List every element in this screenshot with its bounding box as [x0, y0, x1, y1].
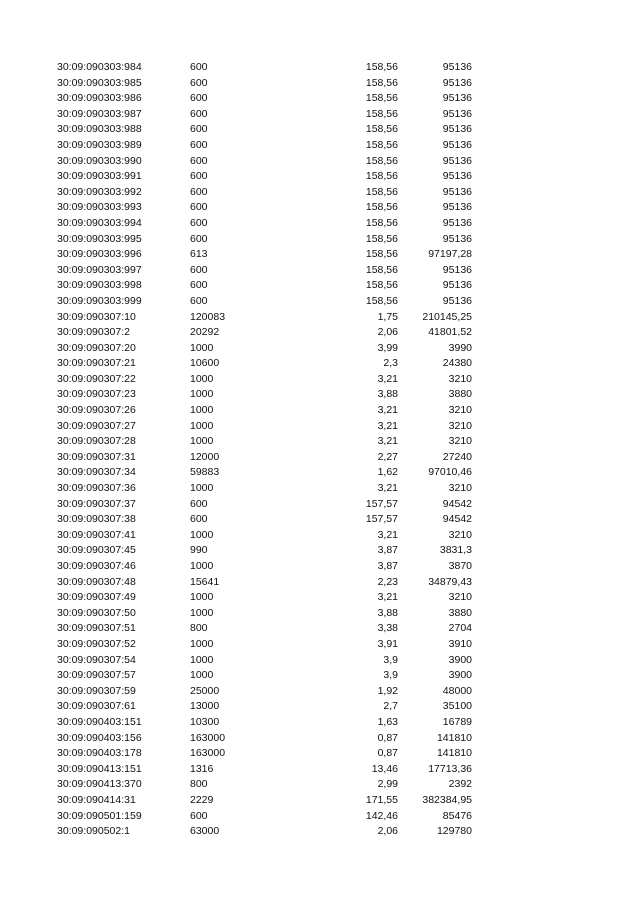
total-value-cell: 48000	[442, 684, 472, 697]
total-value-cell: 95136	[442, 294, 472, 307]
table-row	[0, 154, 640, 170]
total-value-cell: 97197,28	[428, 248, 472, 261]
table-row	[0, 575, 640, 591]
table-row	[0, 216, 640, 232]
total-value-cell: 3880	[448, 606, 472, 619]
area-cell: 1000	[190, 606, 214, 619]
table-row	[0, 637, 640, 653]
unit-price-cell: 158,56	[365, 279, 398, 292]
unit-price-cell: 158,56	[365, 61, 398, 73]
table-row	[0, 465, 640, 481]
total-value-cell: 141810	[436, 747, 472, 760]
table-row	[0, 107, 640, 123]
area-cell: 1000	[190, 435, 214, 448]
unit-price-cell: 3,21	[377, 404, 398, 417]
cadastral-number-cell: 30:09:090303:989	[57, 138, 142, 151]
total-value-cell: 95136	[442, 201, 472, 214]
total-value-cell: 210145,25	[422, 310, 472, 323]
cadastral-number-cell: 30:09:090307:51	[57, 622, 136, 635]
area-cell: 1000	[190, 419, 214, 432]
area-cell: 600	[190, 294, 208, 307]
area-cell: 63000	[190, 825, 220, 838]
table-row	[0, 824, 640, 840]
cadastral-number-cell: 30:09:090307:54	[57, 653, 136, 666]
cadastral-number-cell: 30:09:090307:23	[57, 388, 136, 401]
total-value-cell: 95136	[442, 76, 472, 89]
total-value-cell: 17713,36	[428, 762, 472, 775]
total-value-cell: 95136	[442, 216, 472, 229]
cadastral-number-cell: 30:09:090303:985	[57, 76, 142, 89]
total-value-cell: 141810	[436, 731, 472, 744]
total-value-cell: 2392	[448, 778, 472, 791]
area-cell: 600	[190, 123, 208, 136]
table-row	[0, 809, 640, 825]
total-value-cell: 94542	[442, 497, 472, 510]
area-cell: 1000	[190, 653, 214, 666]
table-row	[0, 185, 640, 201]
cadastral-number-cell: 30:09:090307:22	[57, 372, 136, 385]
total-value-cell: 95136	[442, 279, 472, 292]
cadastral-number-cell: 30:09:090307:26	[57, 404, 136, 417]
unit-price-cell: 142,46	[365, 809, 398, 822]
table-row	[0, 653, 640, 669]
cadastral-number-cell: 30:09:090413:151	[57, 762, 142, 775]
unit-price-cell: 3,21	[377, 372, 398, 385]
unit-price-cell: 3,38	[377, 622, 398, 635]
area-cell: 163000	[190, 747, 226, 760]
area-cell: 600	[190, 92, 208, 105]
total-value-cell: 3880	[448, 388, 472, 401]
spreadsheet-table	[0, 60, 640, 840]
cadastral-number-cell: 30:09:090307:36	[57, 482, 136, 495]
area-cell: 600	[190, 185, 208, 198]
total-value-cell: 27240	[442, 450, 472, 463]
table-row	[0, 699, 640, 715]
cadastral-number-cell: 30:09:090303:995	[57, 232, 142, 245]
total-value-cell: 41801,52	[428, 326, 472, 339]
area-cell: 1000	[190, 528, 214, 541]
cadastral-number-cell: 30:09:090403:178	[57, 747, 142, 760]
total-value-cell: 3990	[448, 341, 472, 354]
total-value-cell: 95136	[442, 232, 472, 245]
total-value-cell: 3210	[448, 591, 472, 604]
table-row	[0, 232, 640, 248]
area-cell: 600	[190, 809, 208, 822]
total-value-cell: 24380	[442, 357, 472, 370]
total-value-cell: 34879,43	[428, 575, 472, 588]
unit-price-cell: 3,99	[377, 341, 398, 354]
cadastral-number-cell: 30:09:090307:34	[57, 466, 136, 479]
total-value-cell: 129780	[436, 825, 472, 838]
unit-price-cell: 1,75	[377, 310, 398, 323]
area-cell: 120083	[190, 310, 226, 323]
total-value-cell: 3831,3	[439, 544, 472, 557]
area-cell: 1000	[190, 482, 214, 495]
table-row	[0, 122, 640, 138]
table-row	[0, 606, 640, 622]
table-row	[0, 684, 640, 700]
area-cell: 1000	[190, 341, 214, 354]
area-cell: 12000	[190, 450, 220, 463]
table-row	[0, 434, 640, 450]
cadastral-number-cell: 30:09:090307:27	[57, 419, 136, 432]
table-row	[0, 481, 640, 497]
area-cell: 2229	[190, 793, 214, 806]
table-row	[0, 777, 640, 793]
area-cell: 613	[190, 248, 208, 261]
cadastral-number-cell: 30:09:090307:37	[57, 497, 136, 510]
table-row	[0, 60, 640, 76]
area-cell: 13000	[190, 700, 220, 713]
area-cell: 600	[190, 216, 208, 229]
table-row	[0, 715, 640, 731]
table-row	[0, 263, 640, 279]
unit-price-cell: 3,21	[377, 591, 398, 604]
cadastral-number-cell: 30:09:090303:993	[57, 201, 142, 214]
unit-price-cell: 171,55	[365, 793, 398, 806]
cadastral-number-cell: 30:09:090303:998	[57, 279, 142, 292]
area-cell: 600	[190, 497, 208, 510]
area-cell: 10300	[190, 715, 220, 728]
cadastral-number-cell: 30:09:090307:10	[57, 310, 136, 323]
unit-price-cell: 158,56	[365, 170, 398, 183]
unit-price-cell: 158,56	[365, 107, 398, 120]
unit-price-cell: 3,87	[377, 544, 398, 557]
area-cell: 1316	[190, 762, 214, 775]
area-cell: 600	[190, 279, 208, 292]
table-row	[0, 325, 640, 341]
total-value-cell: 95136	[442, 263, 472, 276]
unit-price-cell: 158,56	[365, 92, 398, 105]
unit-price-cell: 2,3	[383, 357, 398, 370]
area-cell: 600	[190, 61, 208, 73]
table-row	[0, 387, 640, 403]
cadastral-number-cell: 30:09:090307:21	[57, 357, 136, 370]
table-row	[0, 403, 640, 419]
cadastral-number-cell: 30:09:090413:370	[57, 778, 142, 791]
area-cell: 1000	[190, 372, 214, 385]
table-row	[0, 247, 640, 263]
cadastral-number-cell: 30:09:090403:156	[57, 731, 142, 744]
area-cell: 800	[190, 778, 208, 791]
table-row	[0, 543, 640, 559]
total-value-cell: 95136	[442, 61, 472, 73]
cadastral-number-cell: 30:09:090307:38	[57, 513, 136, 526]
unit-price-cell: 157,57	[365, 513, 398, 526]
area-cell: 1000	[190, 637, 214, 650]
unit-price-cell: 3,21	[377, 419, 398, 432]
total-value-cell: 3210	[448, 419, 472, 432]
table-row	[0, 450, 640, 466]
cadastral-number-cell: 30:09:090307:31	[57, 450, 136, 463]
unit-price-cell: 1,92	[377, 684, 398, 697]
unit-price-cell: 2,27	[377, 450, 398, 463]
area-cell: 59883	[190, 466, 220, 479]
total-value-cell: 3210	[448, 372, 472, 385]
unit-price-cell: 3,88	[377, 388, 398, 401]
unit-price-cell: 2,7	[383, 700, 398, 713]
table-row	[0, 169, 640, 185]
area-cell: 163000	[190, 731, 226, 744]
total-value-cell: 3210	[448, 528, 472, 541]
total-value-cell: 382384,95	[422, 793, 472, 806]
total-value-cell: 95136	[442, 107, 472, 120]
table-row	[0, 762, 640, 778]
unit-price-cell: 158,56	[365, 76, 398, 89]
total-value-cell: 3210	[448, 482, 472, 495]
unit-price-cell: 0,87	[377, 747, 398, 760]
area-cell: 1000	[190, 404, 214, 417]
unit-price-cell: 3,9	[383, 653, 398, 666]
cadastral-number-cell: 30:09:090307:2	[57, 326, 130, 339]
total-value-cell: 95136	[442, 185, 472, 198]
cadastral-number-cell: 30:09:090307:61	[57, 700, 136, 713]
unit-price-cell: 1,63	[377, 715, 398, 728]
unit-price-cell: 3,9	[383, 669, 398, 682]
unit-price-cell: 0,87	[377, 731, 398, 744]
total-value-cell: 95136	[442, 138, 472, 151]
unit-price-cell: 3,91	[377, 637, 398, 650]
unit-price-cell: 3,21	[377, 482, 398, 495]
cadastral-number-cell: 30:09:090307:50	[57, 606, 136, 619]
area-cell: 600	[190, 263, 208, 276]
table-row	[0, 91, 640, 107]
table-row	[0, 590, 640, 606]
cadastral-number-cell: 30:09:090303:996	[57, 248, 142, 261]
table-row	[0, 559, 640, 575]
area-cell: 1000	[190, 669, 214, 682]
unit-price-cell: 2,23	[377, 575, 398, 588]
total-value-cell: 35100	[442, 700, 472, 713]
area-cell: 990	[190, 544, 208, 557]
table-row	[0, 746, 640, 762]
area-cell: 600	[190, 232, 208, 245]
cadastral-number-cell: 30:09:090307:48	[57, 575, 136, 588]
cadastral-number-cell: 30:09:090303:994	[57, 216, 142, 229]
total-value-cell: 97010,46	[428, 466, 472, 479]
table-row	[0, 138, 640, 154]
cadastral-number-cell: 30:09:090307:57	[57, 669, 136, 682]
table-row	[0, 793, 640, 809]
cadastral-number-cell: 30:09:090307:20	[57, 341, 136, 354]
total-value-cell: 94542	[442, 513, 472, 526]
cadastral-number-cell: 30:09:090307:52	[57, 637, 136, 650]
area-cell: 600	[190, 201, 208, 214]
area-cell: 15641	[190, 575, 220, 588]
cadastral-number-cell: 30:09:090307:59	[57, 684, 136, 697]
area-cell: 1000	[190, 591, 214, 604]
area-cell: 10600	[190, 357, 220, 370]
table-row	[0, 731, 640, 747]
table-row	[0, 668, 640, 684]
cadastral-number-cell: 30:09:090403:151	[57, 715, 142, 728]
cadastral-number-cell: 30:09:090501:159	[57, 809, 142, 822]
cadastral-number-cell: 30:09:090303:991	[57, 170, 142, 183]
total-value-cell: 3910	[448, 637, 472, 650]
area-cell: 25000	[190, 684, 220, 697]
area-cell: 600	[190, 107, 208, 120]
total-value-cell: 3210	[448, 404, 472, 417]
unit-price-cell: 13,46	[371, 762, 398, 775]
cadastral-number-cell: 30:09:090303:999	[57, 294, 142, 307]
table-row	[0, 372, 640, 388]
table-row	[0, 419, 640, 435]
cadastral-number-cell: 30:09:090303:984	[57, 61, 142, 73]
total-value-cell: 95136	[442, 170, 472, 183]
cadastral-number-cell: 30:09:090303:997	[57, 263, 142, 276]
cadastral-number-cell: 30:09:090307:28	[57, 435, 136, 448]
unit-price-cell: 158,56	[365, 216, 398, 229]
unit-price-cell: 2,06	[377, 825, 398, 838]
cadastral-number-cell: 30:09:090307:45	[57, 544, 136, 557]
unit-price-cell: 158,56	[365, 232, 398, 245]
cadastral-number-cell: 30:09:090307:41	[57, 528, 136, 541]
table-row	[0, 310, 640, 326]
area-cell: 600	[190, 76, 208, 89]
unit-price-cell: 158,56	[365, 294, 398, 307]
cadastral-number-cell: 30:09:090502:1	[57, 825, 130, 838]
table-row	[0, 356, 640, 372]
table-row	[0, 341, 640, 357]
unit-price-cell: 3,21	[377, 528, 398, 541]
unit-price-cell: 157,57	[365, 497, 398, 510]
cadastral-number-cell: 30:09:090303:990	[57, 154, 142, 167]
total-value-cell: 3900	[448, 669, 472, 682]
table-row	[0, 76, 640, 92]
cadastral-number-cell: 30:09:090307:49	[57, 591, 136, 604]
table-row	[0, 294, 640, 310]
cadastral-number-cell: 30:09:090414:31	[57, 793, 136, 806]
area-cell: 800	[190, 622, 208, 635]
table-row	[0, 200, 640, 216]
unit-price-cell: 158,56	[365, 263, 398, 276]
area-cell: 600	[190, 513, 208, 526]
table-row	[0, 621, 640, 637]
area-cell: 600	[190, 154, 208, 167]
unit-price-cell: 1,62	[377, 466, 398, 479]
area-cell: 1000	[190, 388, 214, 401]
unit-price-cell: 158,56	[365, 248, 398, 261]
cadastral-number-cell: 30:09:090303:986	[57, 92, 142, 105]
cadastral-number-cell: 30:09:090307:46	[57, 560, 136, 572]
cadastral-number-cell: 30:09:090303:987	[57, 107, 142, 120]
table-row	[0, 512, 640, 528]
total-value-cell: 95136	[442, 123, 472, 136]
table-row	[0, 497, 640, 513]
unit-price-cell: 3,88	[377, 606, 398, 619]
unit-price-cell: 2,06	[377, 326, 398, 339]
area-cell: 600	[190, 170, 208, 183]
cadastral-number-cell: 30:09:090303:992	[57, 185, 142, 198]
unit-price-cell: 158,56	[365, 201, 398, 214]
table-row	[0, 528, 640, 544]
total-value-cell: 16789	[442, 715, 472, 728]
area-cell: 1000	[190, 560, 214, 572]
total-value-cell: 95136	[442, 92, 472, 105]
unit-price-cell: 158,56	[365, 185, 398, 198]
table-row	[0, 278, 640, 294]
unit-price-cell: 158,56	[365, 123, 398, 136]
unit-price-cell: 158,56	[365, 154, 398, 167]
unit-price-cell: 3,21	[377, 435, 398, 448]
area-cell: 600	[190, 138, 208, 151]
cadastral-number-cell: 30:09:090303:988	[57, 123, 142, 136]
unit-price-cell: 3,87	[377, 560, 398, 572]
total-value-cell: 3210	[448, 435, 472, 448]
area-cell: 20292	[190, 326, 220, 339]
total-value-cell: 3900	[448, 653, 472, 666]
unit-price-cell: 2,99	[377, 778, 398, 791]
total-value-cell: 85476	[442, 809, 472, 822]
total-value-cell: 2704	[448, 622, 472, 635]
total-value-cell: 3870	[448, 560, 472, 572]
total-value-cell: 95136	[442, 154, 472, 167]
unit-price-cell: 158,56	[365, 138, 398, 151]
